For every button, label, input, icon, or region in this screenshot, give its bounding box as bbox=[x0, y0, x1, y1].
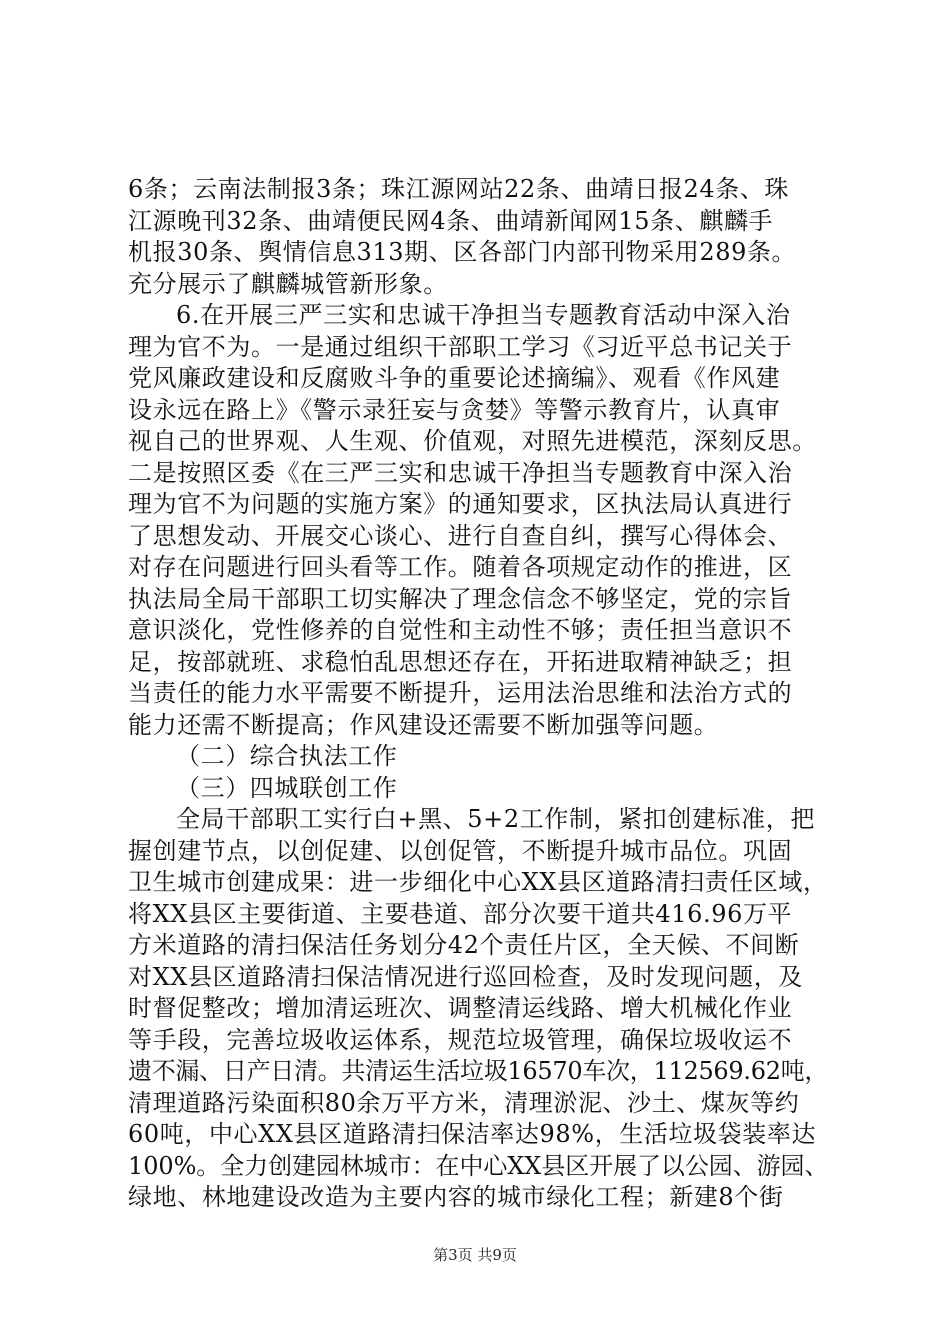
text-line: 当责任的能力水平需要不断提升，运用法治思维和法治方式的 bbox=[128, 679, 793, 707]
text-line: 理为官不为问题的实施方案》的通知要求，区执法局认真进行 bbox=[128, 490, 793, 518]
text-line: 60吨，中心XX县区道路清扫保洁率达98%，生活垃圾袋装率达 bbox=[128, 1120, 817, 1148]
text-line: 时督促整改；增加清运班次、调整清运线路、增大机械化作业 bbox=[128, 994, 793, 1022]
text-line: 等手段，完善垃圾收运体系，规范垃圾管理，确保垃圾收运不 bbox=[128, 1025, 793, 1054]
text-line: 全局干部职工实行白+黑、5+2工作制，紧扣创建标准，把 bbox=[176, 805, 815, 833]
text-line: 将XX县区主要街道、主要巷道、部分次要干道共416.96万平 bbox=[128, 899, 793, 928]
text-line: 能力还需不断提高；作风建设还需要不断加强等问题。 bbox=[128, 710, 719, 739]
text-line: 视自己的世界观、人生观、价值观，对照先进模范，深刻反思。 bbox=[128, 427, 817, 455]
text-line: 握创建节点，以创促建、以创促管，不断提升城市品位。巩固 bbox=[128, 836, 793, 865]
text-line: 6条；云南法制报3条；珠江源网站22条、曲靖日报24条、珠 bbox=[128, 175, 790, 203]
text-line: 充分展示了麒麟城管新形象。 bbox=[128, 269, 448, 298]
text-line: 卫生城市创建成果：进一步细化中心XX县区道路清扫责任区域， bbox=[128, 868, 828, 896]
text-line: 方米道路的清扫保洁任务划分42个责任片区，全天候、不间断 bbox=[128, 931, 800, 959]
document-body bbox=[128, 174, 828, 1214]
text-line: 机报30条、舆情信息313期、区各部门内部刊物采用289条。 bbox=[128, 238, 797, 266]
text-line: 清理道路污染面积80余万平方米，清理淤泥、沙土、煤灰等约 bbox=[128, 1088, 800, 1117]
text-line: 6.在开展三严三实和忠诚干净担当专题教育活动中深入治 bbox=[176, 301, 791, 329]
text-line: 理为官不为。一是通过组织干部职工学习《习近平总书记关于 bbox=[128, 332, 793, 361]
text-line: 绿地、林地建设改造为主要内容的城市绿化工程；新建8个街 bbox=[128, 1183, 784, 1211]
text-line: 遗不漏、日产日清。共清运生活垃圾16570车次，112569.62吨， bbox=[128, 1057, 829, 1085]
text-line: 意识淡化，党性修养的自觉性和主动性不够；责任担当意识不 bbox=[128, 616, 793, 644]
text-line: （二）综合执法工作 bbox=[176, 742, 398, 770]
text-line: 江源晚刊32条、曲靖便民网4条、曲靖新闻网15条、麒麟手 bbox=[128, 206, 774, 235]
text-line: （三）四城联创工作 bbox=[176, 773, 398, 802]
text-line: 执法局全局干部职工切实解决了理念信念不够坚定，党的宗旨 bbox=[128, 584, 793, 613]
text-line: 党风廉政建设和反腐败斗争的重要论述摘编》、观看《作风建 bbox=[128, 364, 781, 392]
page-footer: 第3页 共9页 bbox=[433, 1246, 517, 1264]
text-line: 了思想发动、开展交心谈心、进行自查自纠，撰写心得体会、 bbox=[128, 521, 793, 550]
text-line: 对XX县区道路清扫保洁情况进行巡回检查，及时发现问题，及 bbox=[128, 962, 803, 991]
text-line: 对存在问题进行回头看等工作。随着各项规定动作的推进，区 bbox=[128, 553, 793, 581]
text-line: 足，按部就班、求稳怕乱思想还存在，开拓进取精神缺乏；担 bbox=[128, 647, 793, 676]
text-line: 二是按照区委《在三严三实和忠诚干净担当专题教育中深入治 bbox=[128, 458, 793, 487]
text-line: 设永远在路上》《警示录狂妄与贪婪》等警示教育片，认真审 bbox=[128, 395, 781, 424]
text-line: 100%。全力创建园林城市：在中心XX县区开展了以公园、游园、 bbox=[128, 1151, 829, 1180]
